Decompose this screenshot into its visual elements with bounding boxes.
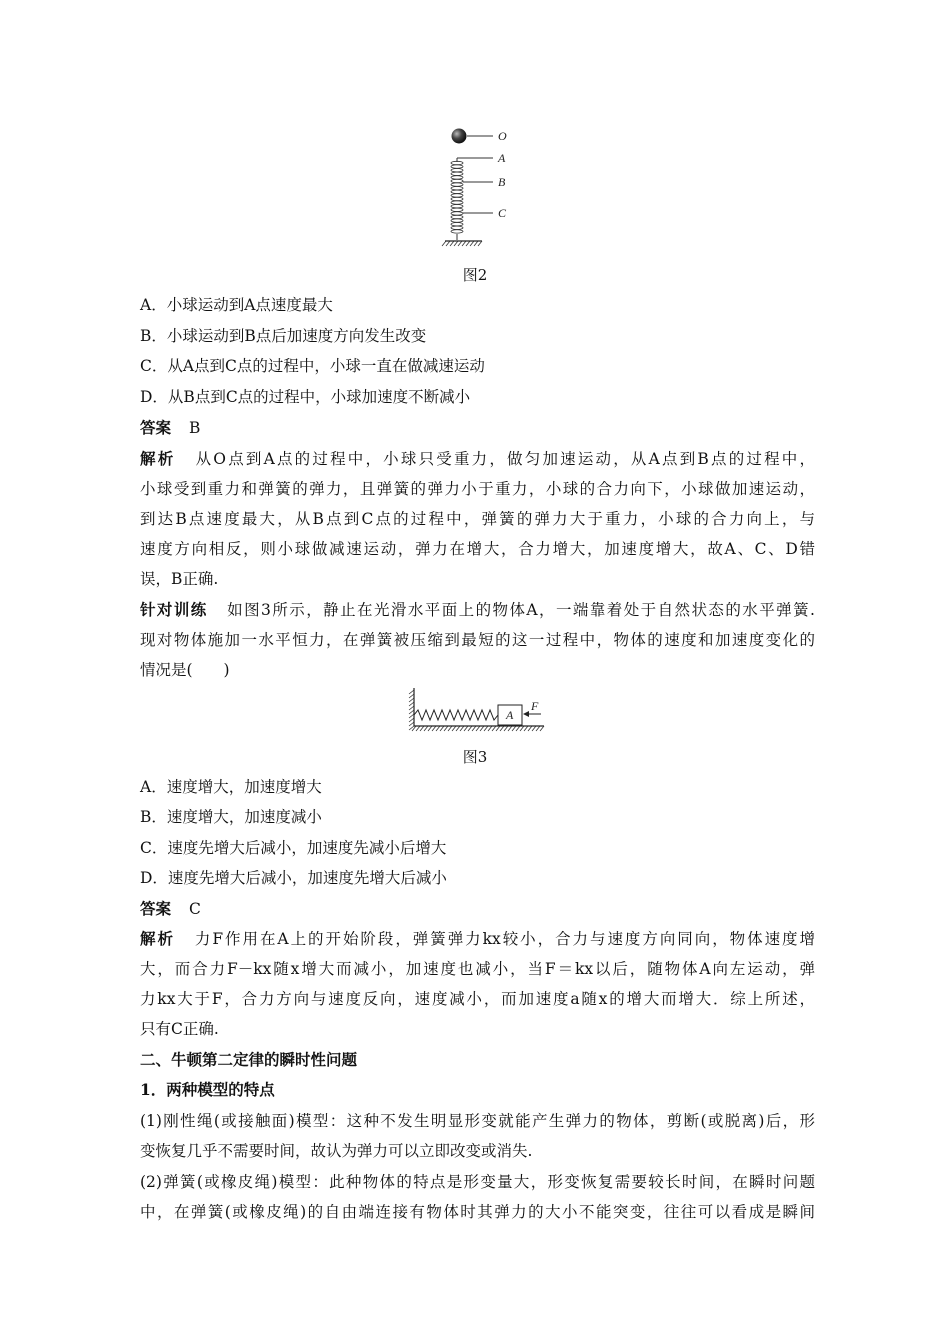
q2-analysis-line-2: 大，而合力F－kx随x增大而减小，加速度也减小，当F＝kx以后，随物体A向左运动，弹 xyxy=(140,960,815,978)
analysis-text: 从O点到A点的过程中，小球只受重力，做匀加速运动，从A点到B点的过程中， xyxy=(193,450,815,468)
q2-stem-line-1 xyxy=(140,600,815,620)
label-c: C xyxy=(498,206,507,220)
answer-label: 答案 xyxy=(140,418,172,437)
force-label: F xyxy=(531,699,539,713)
model-2-line-2: 中，在弹簧(或橡皮绳)的自由端连接有物体时其弹力的大小不能突变，往往可以看成是瞬间 xyxy=(140,1203,815,1221)
model-1-line-1: (1)刚性绳(或接触面)模型：这种不发生明显形变就能产生弹力的物体，剪断(或脱离)后，形 xyxy=(140,1112,815,1130)
analysis-label: 解析 xyxy=(140,929,175,948)
ball xyxy=(452,129,467,144)
q2-option-d: D．速度先增大后减小，加速度先增大后减小 xyxy=(140,869,447,887)
q1-option-d: D．从B点到C点的过程中，小球加速度不断减小 xyxy=(140,388,471,406)
q2-stem-line-3: 情况是( ) xyxy=(140,661,230,679)
model-1-line-2: 变恢复几乎不需要时间，故认为弹力可以立即改变或消失. xyxy=(140,1142,533,1160)
answer-value: B xyxy=(189,419,201,437)
q1-analysis-line-2: 小球受到重力和弹簧的弹力，且弹簧的弹力小于重力，小球的合力向下，小球做加速运动， xyxy=(140,480,815,498)
label-a: A xyxy=(498,151,506,165)
figure-3-caption: 图3 xyxy=(462,748,488,766)
figure-3-spring-block-diagram xyxy=(404,684,554,734)
q1-option-c: C．从A点到C点的过程中，小球一直在做减速运动 xyxy=(140,357,485,375)
q2-analysis-line-3: 力kx大于F，合力方向与速度反向，速度减小，而加速度a随x的增大而增大．综上所述， xyxy=(140,990,815,1008)
q1-answer xyxy=(140,418,815,438)
q1-analysis-line-3: 到达B点速度最大，从B点到C点的过程中，弹簧的弹力大于重力，小球的合力向上，与 xyxy=(140,510,815,528)
q2-option-b: B．速度增大，加速度减小 xyxy=(140,808,322,826)
q2-option-a: A．速度增大，加速度增大 xyxy=(140,778,322,796)
q1-analysis-line-4: 速度方向相反，则小球做减速运动，弹力在增大，合力增大，加速度增大，故A、C、D错 xyxy=(140,540,815,558)
q2-option-c: C．速度先增大后减小，加速度先减小后增大 xyxy=(140,839,447,857)
label-o: O xyxy=(498,129,507,143)
figure-2-caption: 图2 xyxy=(462,266,488,284)
spring-coils xyxy=(451,161,463,233)
q2-analysis-line-1 xyxy=(140,929,815,949)
q1-analysis-line-1 xyxy=(140,449,815,469)
section-2-title: 二、牛顿第二定律的瞬时性问题 xyxy=(140,1050,358,1069)
q2-answer xyxy=(140,899,815,919)
q1-option-a: A．小球运动到A点速度最大 xyxy=(140,296,333,314)
practice-label: 针对训练 xyxy=(140,600,208,619)
horizontal-spring xyxy=(414,710,498,720)
figure-2-spring-diagram xyxy=(440,122,520,254)
answer-label: 答案 xyxy=(140,899,172,918)
q2-analysis-line-4: 只有C正确. xyxy=(140,1020,219,1038)
model-2-line-1: (2)弹簧(或橡皮绳)模型：此种物体的特点是形变量大，形变恢复需要较长时间，在瞬时问题 xyxy=(140,1173,815,1191)
section-2-subtitle: 1．两种模型的特点 xyxy=(140,1080,275,1099)
q1-option-b: B．小球运动到B点后加速度方向发生改变 xyxy=(140,327,427,345)
analysis-text: 力F作用在A上的开始阶段，弹簧弹力kx较小，合力与速度方向同向，物体速度增 xyxy=(192,930,815,948)
block-label: A xyxy=(506,708,514,722)
analysis-label: 解析 xyxy=(140,449,176,468)
label-b: B xyxy=(498,175,506,189)
q1-analysis-line-5: 误，B正确. xyxy=(140,570,219,588)
q2-stem-text: 如图3所示，静止在光滑水平面上的物体A，一端靠着处于自然状态的水平弹簧. xyxy=(225,601,815,619)
q2-stem-line-2: 现对物体施加一水平恒力，在弹簧被压缩到最短的这一过程中，物体的速度和加速度变化的 xyxy=(140,631,815,649)
answer-value: C xyxy=(189,900,201,918)
